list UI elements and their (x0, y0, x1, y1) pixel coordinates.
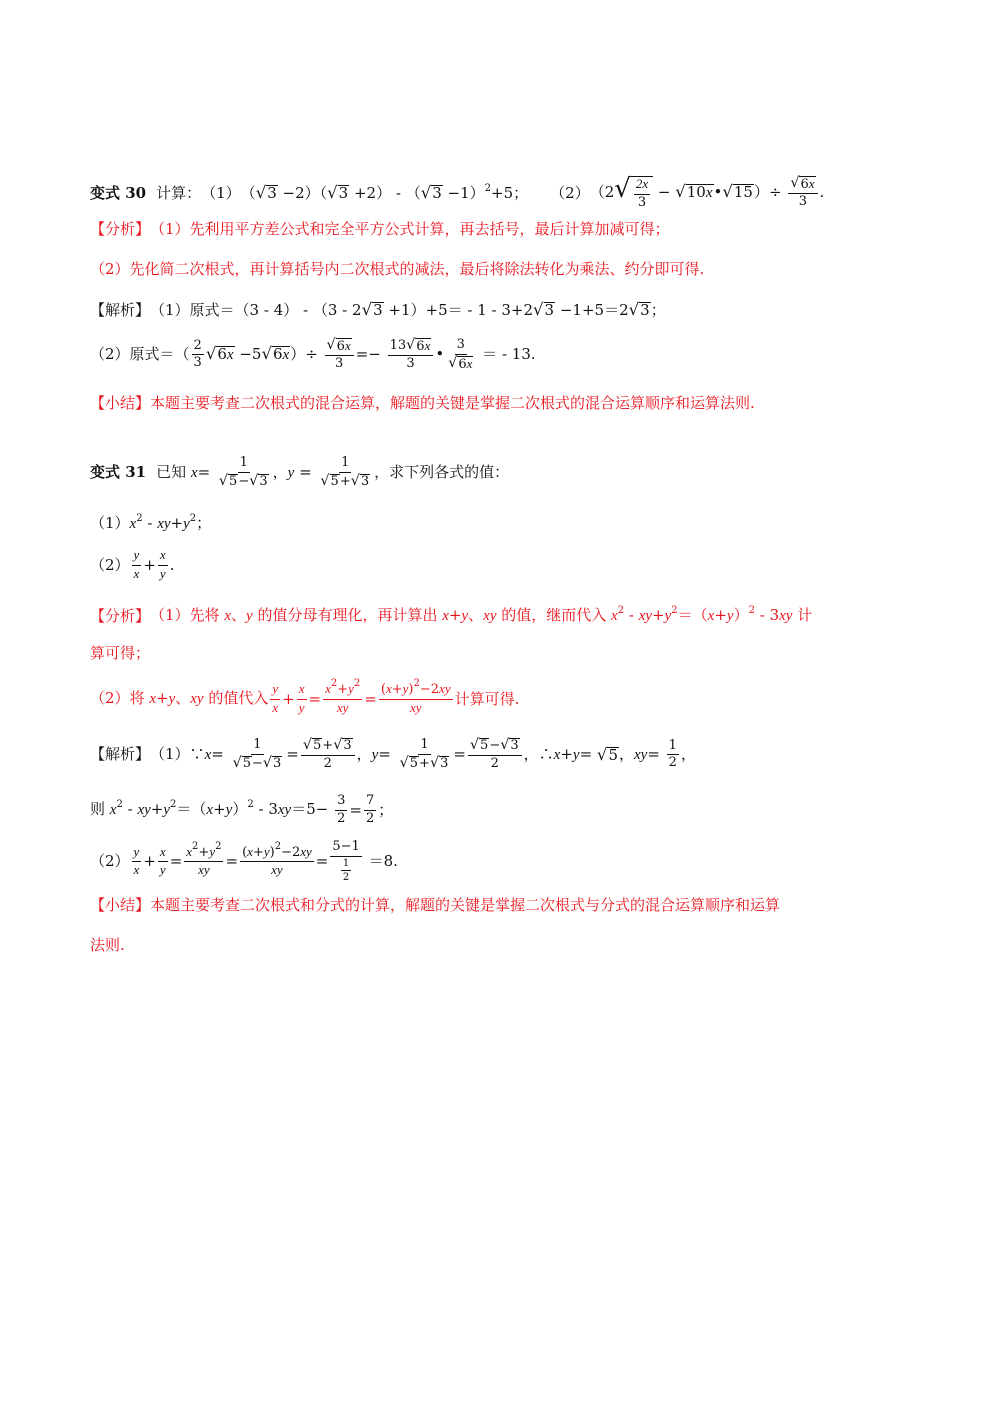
summary-tag: 【小结】 (90, 896, 151, 914)
analysis-text: （2）先化简二次根式，再计算括号内二次根式的减法，最后将除法转化为乘法、约分即可得. (90, 260, 705, 278)
summary-text: 法则. (90, 936, 125, 954)
problem-30-analysis-1 (90, 222, 670, 237)
problem-30-title: 变式 30 (90, 183, 147, 202)
problem-30-part2-expr: （2 √ $\frac{2x}{3}$ − √ 10x • √ 15 ）÷ √ 6x 3 . (589, 174, 825, 210)
problem-31-analysis-1b (90, 646, 150, 661)
solution-text: （1）原式＝（3 - 4） - （3 - 2 √ 3 +1）+5＝ - 1 - 3+2 √ 3 −1+5＝2 √ 3 ； (150, 300, 666, 319)
problem-31-summary-b (90, 938, 125, 953)
problem-31-part1: $(1)x^2 - xy+y^2$； (90, 513, 212, 532)
problem-31-summary-a (90, 898, 780, 913)
problem-30-statement (90, 176, 824, 211)
analysis-text: （1）先将 x、y 的值分母有理化，再计算出 x+y、xy 的值，继而代入 $x^2 - xy+y^2=(x+y)^2 - 3xy$ 计 (150, 605, 813, 624)
problem-30-part2-label: （2） (550, 183, 590, 202)
problem-30-part1-expr: （ √ 3 −2）（ √ 3 +2） - （ √ 3 −1）$^2$+5； (240, 183, 529, 203)
problem-31-solution-2: （2） $\frac{y}{x}$ + $\frac{x}{y}$ = $\frac{x^2+y^2}{xy}$ = $\frac{(x+y)^2-2xy}{xy}$ = $\frac{5-1}{\frac{1}{2}}$ ＝8. (90, 839, 398, 884)
summary-text: 本题主要考查二次根式的混合运算，解题的关键是掌握二次根式的混合运算顺序和运算法则. (150, 394, 755, 412)
analysis-tag: 【分析】 (90, 220, 151, 238)
problem-31-title: 变式 31 (90, 463, 147, 482)
problem-31-solution-1a: 【解析】 （1）∵x= 1 √ 5 − √ 3 = √ 5 + √ 3 2 ，y= 1 √ 5 + √ 3 = √ 5 − √ 3 2 ，∴x+y= √ 5 ，xy= $\frac{1}{2}$ ， (90, 737, 696, 771)
problem-31-part2: （2） $\frac{y}{x}$ + $\frac{x}{y}$ . (90, 547, 175, 581)
problem-31-analysis-1a (90, 605, 813, 625)
problem-30-part1-label: （1） (201, 183, 241, 202)
problem-31-solution-1b: 则 $x^2 - xy+y^2=(x+y)^2 - 3xy=5-$ $\frac{3}{2}$ = $\frac{7}{2}$ ； (90, 793, 394, 826)
problem-30-analysis-2 (90, 262, 704, 277)
problem-30-summary (90, 396, 755, 411)
problem-30-prompt-label: 计算： (156, 183, 202, 202)
solution-tag: 【解析】 (90, 745, 151, 764)
summary-tag: 【小结】 (90, 394, 151, 412)
problem-31-statement: 变式 31 已知 x= 1 √ 5 − √ 3 ，y = 1 √ 5 + √ 3 ，求下列各式的值： (90, 455, 510, 489)
solution-tag: 【解析】 (90, 300, 151, 319)
problem-31-analysis-2: （2）将 x+y、xy 的值代入 $\frac{y}{x}$ + $\frac{x}{y}$ = $\frac{x^2+y^2}{xy}$ = $\frac{(x+y)^2-2xy}{xy}$ 计算可得. (90, 678, 520, 715)
summary-text: 本题主要考查二次根式和分式的计算，解题的关键是掌握二次根式与分式的混合运算顺序和运算 (150, 896, 781, 914)
problem-30-solution-2: （2）原式＝（ $\frac{2}{3}$ √ 6x −5 √ 6x ）÷ √ 6x 3 =− 13 √ 6x 3 • 3 √ 6x ＝ - 13. (90, 337, 536, 372)
analysis-tag: 【分析】 (90, 606, 151, 625)
problem-30-solution-1 (90, 302, 666, 319)
analysis-text: （1）先利用平方差公式和完全平方公式计算，再去括号，最后计算加减可得； (150, 220, 670, 238)
analysis-text: 算可得； (90, 644, 151, 662)
